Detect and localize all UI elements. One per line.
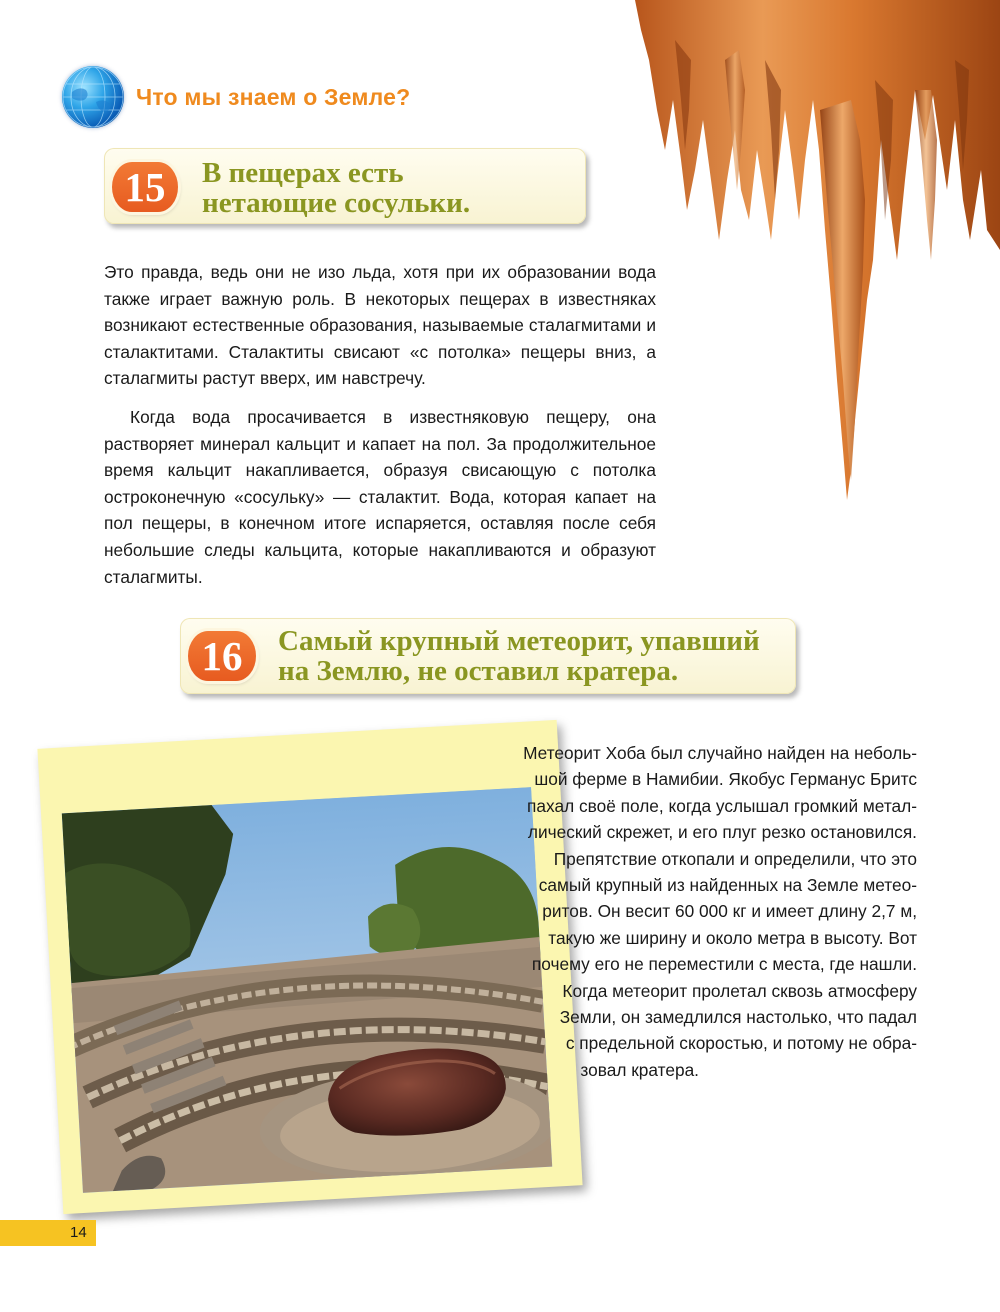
fact-16-line: лический скрежет, и его плуг резко остановился. [527, 822, 917, 843]
fact-16-title [278, 626, 760, 686]
fact-16-line: Метеорит Хоба был случайно найден на неболь- [523, 743, 917, 763]
fact-15-paragraph-2: Когда вода просачивается в известняковую пещеру, она растворяет минерал кальцит и капает на пол. За продолжительное время кальцит накапливается, образуя свисающую с потолка остроконечную «сосульку» — сталактит. Вода, которая капает на пол пещеры, в конечном итоге испаряется, оставляя после себя небольшие следы кальцита, которые накапливаются и образуют сталагмиты. [104, 406, 656, 587]
fact-16-body [477, 740, 917, 1083]
fact-16-line: с предельной скоростью, и потому не обра- [565, 1033, 917, 1054]
page-number: 14 [70, 1224, 87, 1241]
fact-16-number: 16 [188, 631, 256, 681]
fact-15-title-line-2: нетающие сосульки. [202, 187, 471, 219]
fact-16-line: Препятствие откопали и определили, что это [553, 848, 917, 869]
stalactite-image [615, 0, 1000, 520]
fact-16-line: почему его не переместили с места, где нашли. [531, 954, 917, 975]
chapter-title: Что мы знаем о Земле? [136, 84, 411, 110]
fact-16-line: шой ферме в Намибии. Якобус Германус Бритс [534, 769, 917, 790]
fact-15-number: 15 [112, 162, 178, 212]
fact-16-line: пахал своё поле, когда услышал громкий метал- [527, 795, 917, 816]
fact-16-title-line-1: Самый крупный метеорит, упавший [278, 625, 760, 657]
fact-16-line: такую же ширину и около метра в высоту. Вот [548, 927, 917, 948]
fact-15-title-line-1: В пещерах есть [202, 157, 404, 189]
fact-16-line: зовал кратера. [580, 1059, 699, 1080]
fact-16-line: Когда метеорит пролетал сквозь атмосферу [562, 980, 917, 1001]
fact-15-title [202, 158, 470, 218]
fact-15-paragraph-1: Это правда, ведь они не изо льда, хотя при их образовании вода также играет важную роль. В некоторых пещерах в известняках возникают естественные образования, называемые сталагмитами и сталактитами. Сталактиты свисают «с потолка» пещеры вниз, а сталагмиты растут вверх, им навстречу. [104, 262, 656, 389]
fact-16-title-line-2: на Землю, не оставил кратера. [278, 655, 679, 687]
fact-16-line: Земли, он замедлился настолько, что падал [559, 1007, 917, 1028]
fact-16-line: самый крупный из найденных на Земле метео- [538, 875, 917, 896]
globe-icon [62, 66, 124, 128]
fact-15-body [104, 259, 656, 590]
fact-16-line: ритов. Он весит 60 000 кг и имеет длину 2,7 м, [542, 901, 917, 922]
